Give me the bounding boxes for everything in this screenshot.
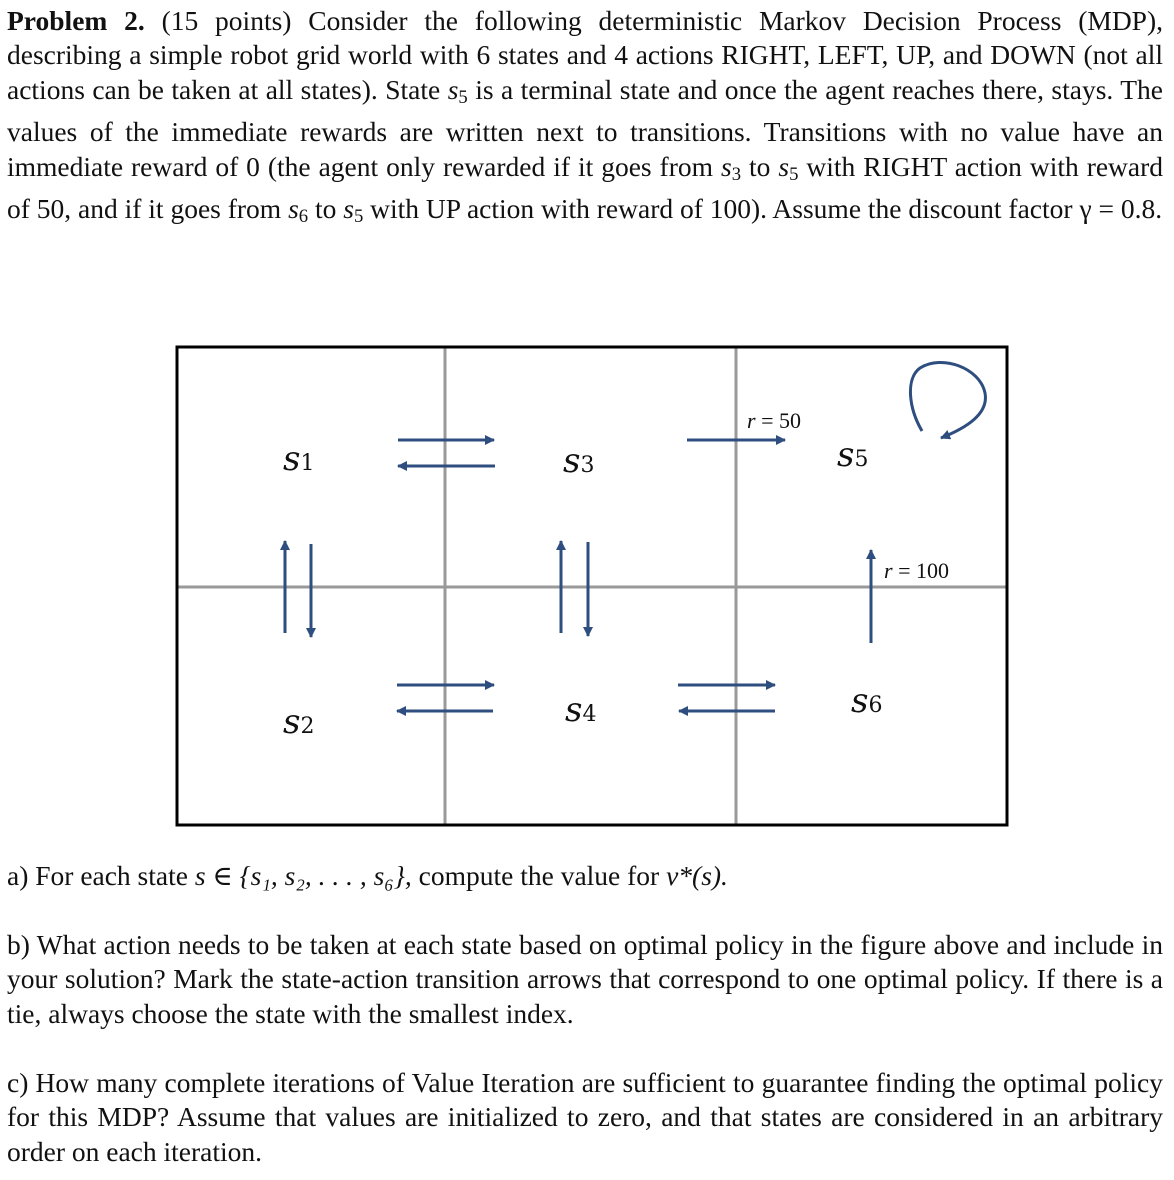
state-s2-label: s2 [283,702,315,742]
state-s6-inline: $s_6$ [288,193,309,228]
reward-label-s6-s5: r = 100 [884,558,949,583]
problem-text-6: with UP action with reward of 100). Assume the discount factor [370,193,1073,225]
question-a-suffix: compute the value for [418,860,660,891]
state-s3-inline: $s_3$ [720,150,742,185]
state-s5-inline: $s_5$ [447,73,468,108]
question-a-set: s ∈ {s₁, s₂, . . . , s₆}, [194,860,412,891]
state-s6-label: s6 [851,681,883,721]
problem-text-5: to [314,193,337,225]
state-s5-label: s5 [837,435,869,475]
problem-text-4: with RIGHT action with reward of 50, and if it goes from [7,150,1164,225]
problem-points: (15 points) [161,5,292,36]
state-s1-label: s1 [283,439,315,479]
question-a-value: v*(s). [666,860,728,891]
question-a [7,859,1163,893]
arrow-s5-self-loop [910,362,985,438]
question-c: c) How many complete iterations of Value Iteration are sufficient to guarantee finding the optimal policy for this MDP? Assume that values are initialized to zero, and that states are considered in an arbitrary order on each iteration. [7,1067,1163,1167]
state-s5-inline-2: $s_5$ [778,150,799,185]
state-s3-label: s3 [563,441,595,481]
question-a-prefix: a) For each state [7,860,188,891]
gamma-equation: γ = 0.8. [1079,193,1163,225]
state-s4-label: s4 [565,690,597,730]
problem-label: Problem 2. [7,5,145,36]
problem-text-2: is a terminal state and once the agent reaches there, stays. The values of the immediate rewards are written next to transitions. Transitions with no value have an immediate reward of 0 (the agent only rewarded if it goes from [7,73,1164,182]
reward-label-s3-s5: r = 50 [747,408,801,433]
problem-text-1: Consider the following deterministic Markov Decision Process (MDP), describing a simple robot grid world with 6 states and 4 actions RIGHT, LEFT, UP, and DOWN (not all actions can be taken at all states). State [7,5,1164,105]
problem-text-3: to [749,150,771,182]
question-b: b) What action needs to be taken at each state based on optimal policy in the figure above and include in your solution? Mark the state-action transition arrows that correspond to one optimal policy. If there is a tie, always choose the state with the smallest index. [7,929,1163,1029]
state-s5-inline-3: $s_5$ [343,193,364,228]
